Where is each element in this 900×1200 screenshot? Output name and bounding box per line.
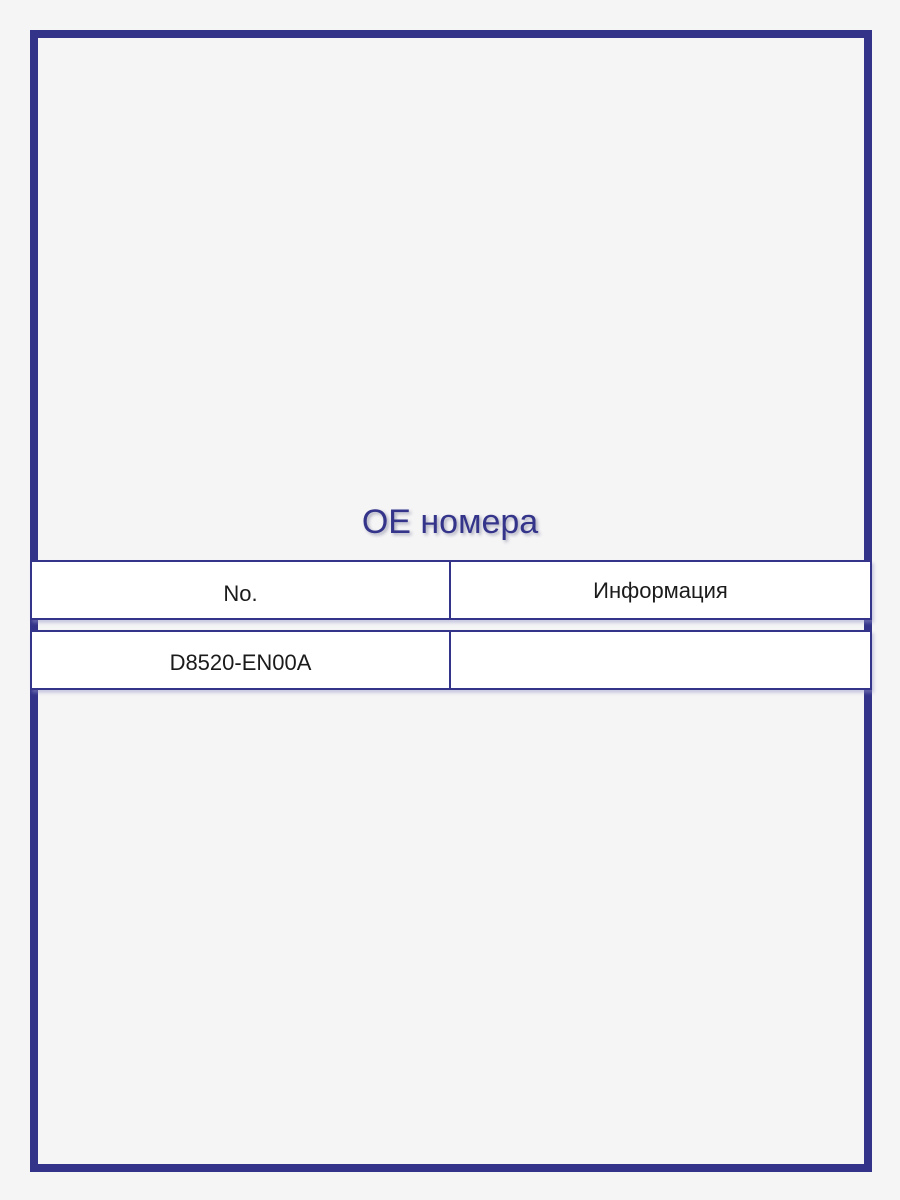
table-row bbox=[30, 630, 872, 690]
cell-info bbox=[451, 630, 872, 690]
table-header-row bbox=[30, 560, 872, 620]
header-info-label: Информация bbox=[593, 578, 728, 603]
oe-number-value: D8520-EN00A bbox=[169, 650, 312, 675]
header-cell-no bbox=[30, 560, 451, 620]
header-cell-info bbox=[451, 560, 872, 620]
page-title: OE номера bbox=[361, 503, 539, 541]
cell-oe-number bbox=[30, 630, 451, 690]
header-no-label: No. bbox=[223, 581, 258, 606]
